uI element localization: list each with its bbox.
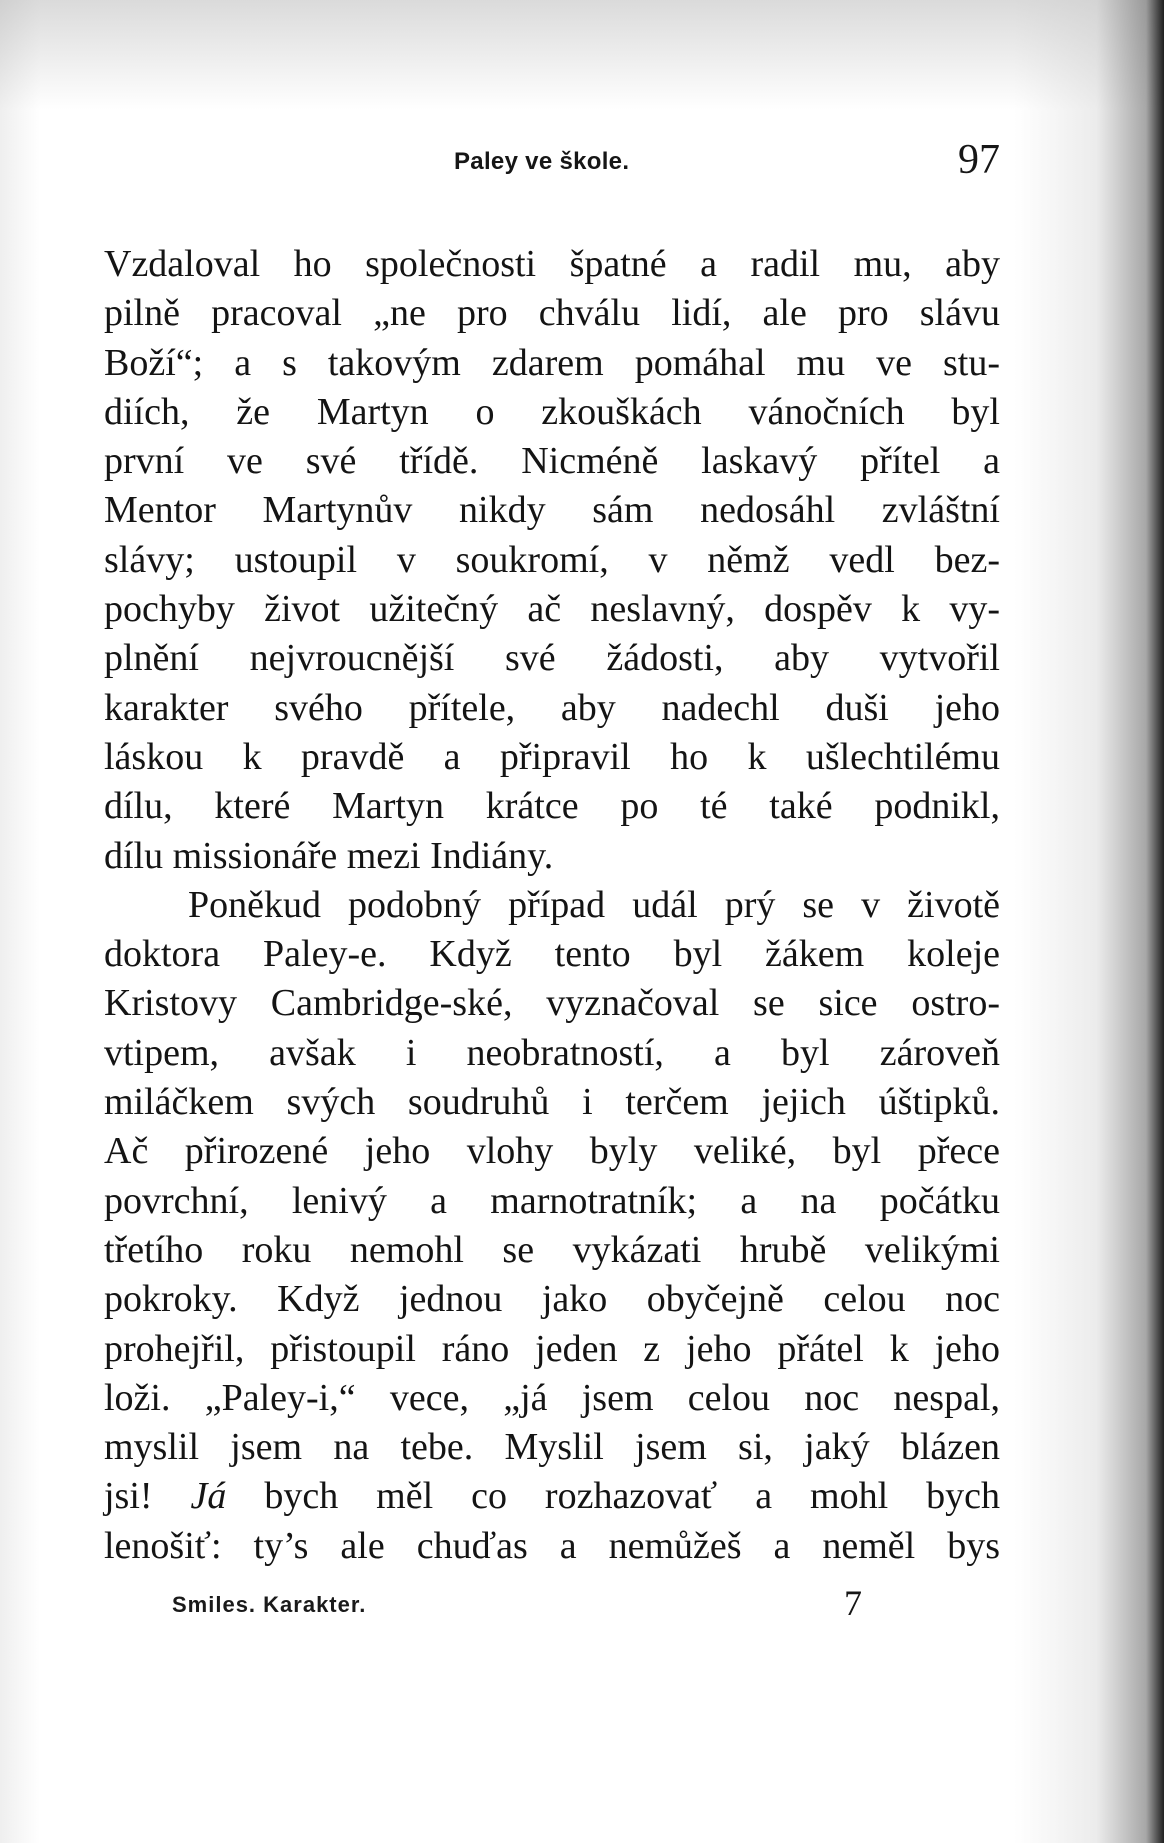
text-line: prohejřil, přistoupil ráno jeden z jeho přátel k jeho <box>104 1327 1000 1370</box>
text-line: pokroky. Když jednou jako obyčejně celou noc <box>104 1278 1000 1321</box>
scan-shadow-right <box>1014 0 1164 1843</box>
paragraph-end-line: dílu missionáře mezi Indiány. <box>104 834 554 877</box>
text-line: Vzdaloval ho společnosti špatné a radil mu, aby <box>104 243 1000 285</box>
sheet-signature: Smiles. Karakter. <box>172 1592 367 1617</box>
emphasized-word: Já <box>190 1475 227 1518</box>
text-line: karakter svého přítele, aby nadechl duši jeho <box>104 686 1000 729</box>
text-line-with-emphasis <box>104 1472 1000 1521</box>
text-line: láskou k pravdě a připravil ho k ušlechtilému <box>104 735 1000 778</box>
text-line: plnění nejvroucnější své žádosti, aby vytvořil <box>104 637 1000 680</box>
line-text-after: bych měl co rozhazovať a mohl bych <box>226 1475 1000 1518</box>
text-line: myslil jsem na tebe. Myslil jsem si, jaký blázen <box>104 1426 1000 1469</box>
text-line: lenošiť: ty’s ale chuďas a nemůžeš a neměl bys <box>104 1524 1000 1567</box>
text-line: třetího roku nemohl se vykázati hrubě velikými <box>104 1228 1000 1271</box>
text-line: Boží“; a s takovým zdarem pomáhal mu ve stu- <box>104 341 1000 384</box>
text-line: diích, že Martyn o zkouškách vánočních byl <box>104 390 1000 433</box>
text-line: loži. „Paley-i,“ vece, „já jsem celou noc nespal, <box>104 1376 1000 1419</box>
text-line: Kristovy Cambridge-ské, vyznačoval se sice ostro- <box>104 982 1000 1025</box>
paragraph-start-line: Poněkud podobný případ udál prý se v životě <box>188 883 1000 926</box>
scan-shadow-top <box>0 0 1164 110</box>
running-head-title: Paley ve škole. <box>454 148 630 175</box>
text-line: vtipem, avšak i neobratností, a byl zároveň <box>104 1031 1000 1074</box>
page-footer <box>172 1582 862 1632</box>
page-number: 97 <box>958 137 1000 183</box>
text-line: dílu, které Martyn krátce po té také podnikl, <box>104 785 1000 828</box>
text-line: první ve své třídě. Nicméně laskavý přítel a <box>104 440 1000 483</box>
text-line: Mentor Martynův nikdy sám nedosáhl zvláštní <box>104 489 1000 532</box>
sheet-number: 7 <box>844 1583 862 1623</box>
text-line: Ač přirozené jeho vlohy byly veliké, byl přece <box>104 1130 1000 1173</box>
text-line: doktora Paley-e. Když tento byl žákem koleje <box>104 933 1000 976</box>
text-line: slávy; ustoupil v soukromí, v němž vedl bez- <box>104 538 1000 581</box>
text-line: pilně pracoval „ne pro chválu lidí, ale pro slávu <box>104 292 1000 335</box>
running-head <box>104 136 1000 196</box>
scan-shadow-left <box>0 0 40 1843</box>
text-line: povrchní, lenivý a marnotratník; a na počátku <box>104 1179 1000 1222</box>
line-text-before: jsi! <box>104 1475 191 1518</box>
body-text <box>104 240 1000 1571</box>
text-line: miláčkem svých soudruhů i terčem jejich úštipků. <box>104 1081 1000 1124</box>
text-line: pochyby život užitečný ač neslavný, dospěv k vy- <box>104 588 1000 631</box>
